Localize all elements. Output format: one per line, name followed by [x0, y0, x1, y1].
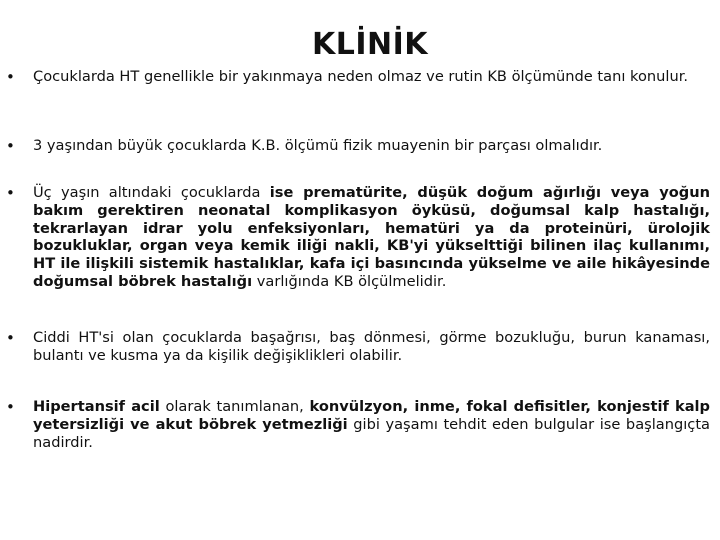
bullet-icon: •: [6, 184, 15, 202]
bullet-icon: •: [6, 68, 15, 86]
item-text: 3 yaşından büyük çocuklarda K.B. ölçümü fizik muayenin bir parçası olmalıdır.: [33, 137, 603, 154]
bullet-icon: •: [6, 398, 15, 416]
item-text: Üç yaşın altındaki çocuklarda ise prematürite, düşük doğum ağırlığı veya yoğun bakım gerektiren neonatal komplikasyon öyküsü, doğumsal kalp hastalığı, tekrarlayan idrar yolu enfeksiyonları, hematüri ya da proteinüri, ürolojik bozukluklar, organ veya kemik iliği nakli, KB'yi yükselttiği bilinen ilaç kullanımı, HT ile ilişkili sistemik hastalıklar, kafa içi basıncında yükselme ve aile hikâyesinde doğumsal böbrek hastalığı varlığında KB ölçülmelidir.: [33, 184, 710, 290]
bullet-icon: •: [6, 137, 15, 155]
bullet-icon: •: [6, 329, 15, 347]
item-text: Ciddi HT'si olan çocuklarda başağrısı, baş dönmesi, görme bozukluğu, burun kanaması, bulantı ve kusma ya da kişilik değişiklikleri olabilir.: [33, 329, 710, 364]
page-title: KLİNİK: [311, 27, 429, 62]
item-text: Hipertansif acil olarak tanımlanan, konvülzyon, inme, fokal defisitler, konjestif kalp yetersizliği ve akut böbrek yetmezliği gibi yaşamı tehdit eden bulgular ise başlangıçta nadirdir.: [33, 398, 710, 451]
item-text: Çocuklarda HT genellikle bir yakınmaya neden olmaz ve rutin KB ölçümünde tanı konulur.: [33, 68, 688, 85]
